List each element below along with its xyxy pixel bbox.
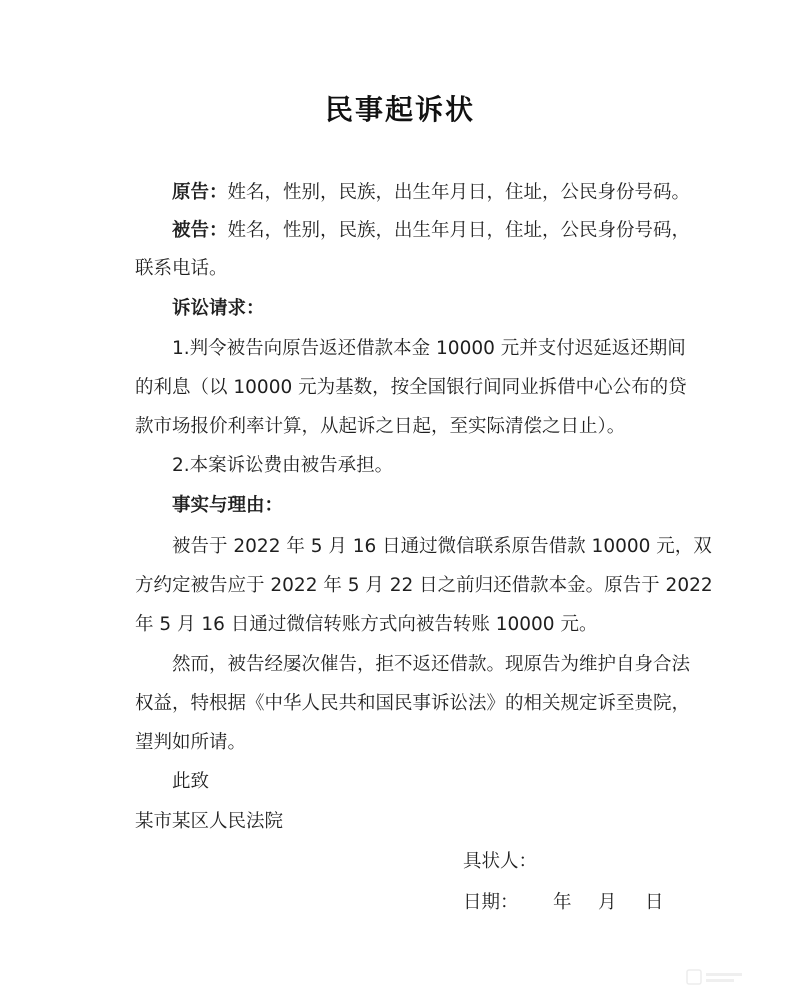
date-day: 日 — [645, 892, 664, 913]
plaintiff-label: 原告： — [172, 182, 228, 203]
document-title: 民事起诉状 — [324, 93, 475, 126]
claim-1-line-1: 1.判令被告向原告返还借款本金 10000 元并支付迟延返还期间 — [172, 338, 686, 359]
defendant-text-1: 姓名，性别，民族，出生年月日，住址，公民身份号码， — [227, 220, 691, 241]
facts-para-2-line-1: 然而，被告经屡次催告，拒不返还借款。现原告为维护自身合法 — [172, 654, 691, 675]
claim-1-line-2: 的利息（以 10000 元为基数，按全国银行间同业拆借中心公布的贷 — [135, 377, 687, 398]
plaintiff-line — [172, 181, 690, 205]
facts-para-1-line-1: 被告于 2022 年 5 月 16 日通过微信联系原告借款 10000 元，双 — [172, 536, 712, 557]
facts-para-2-line-3: 望判如所请。 — [135, 732, 247, 753]
defendant-line — [172, 219, 690, 243]
salutation: 此致 — [172, 771, 210, 792]
claim-2: 2.本案诉讼费由被告承担。 — [172, 455, 394, 476]
facts-para-1-line-2: 方约定被告应于 2022 年 5 月 22 日之前归还借款本金。原告于 2022 — [135, 575, 713, 596]
date-month: 月 — [598, 892, 617, 913]
defendant-label: 被告： — [172, 220, 228, 241]
date-label: 日期： — [463, 892, 519, 913]
claims-heading: 诉讼请求： — [172, 298, 265, 319]
plaintiff-text: 姓名，性别，民族，出生年月日，住址，公民身份号码。 — [227, 182, 691, 203]
claim-1-line-3: 款市场报价利率计算，从起诉之日起，至实际清偿之日止）。 — [135, 416, 626, 437]
facts-para-2-line-2: 权益，特根据《中华人民共和国民事诉讼法》的相关规定诉至贵院， — [135, 693, 691, 714]
facts-para-1-line-3: 年 5 月 16 日通过微信转账方式向被告转账 10000 元。 — [135, 614, 598, 635]
date-year: 年 — [553, 892, 572, 913]
facts-heading: 事实与理由： — [172, 495, 284, 516]
watermark-icon — [686, 967, 744, 987]
court-name: 某市某区人民法院 — [135, 811, 284, 832]
signer-label: 具状人： — [463, 851, 538, 872]
defendant-text-2: 联系电话。 — [135, 258, 228, 279]
